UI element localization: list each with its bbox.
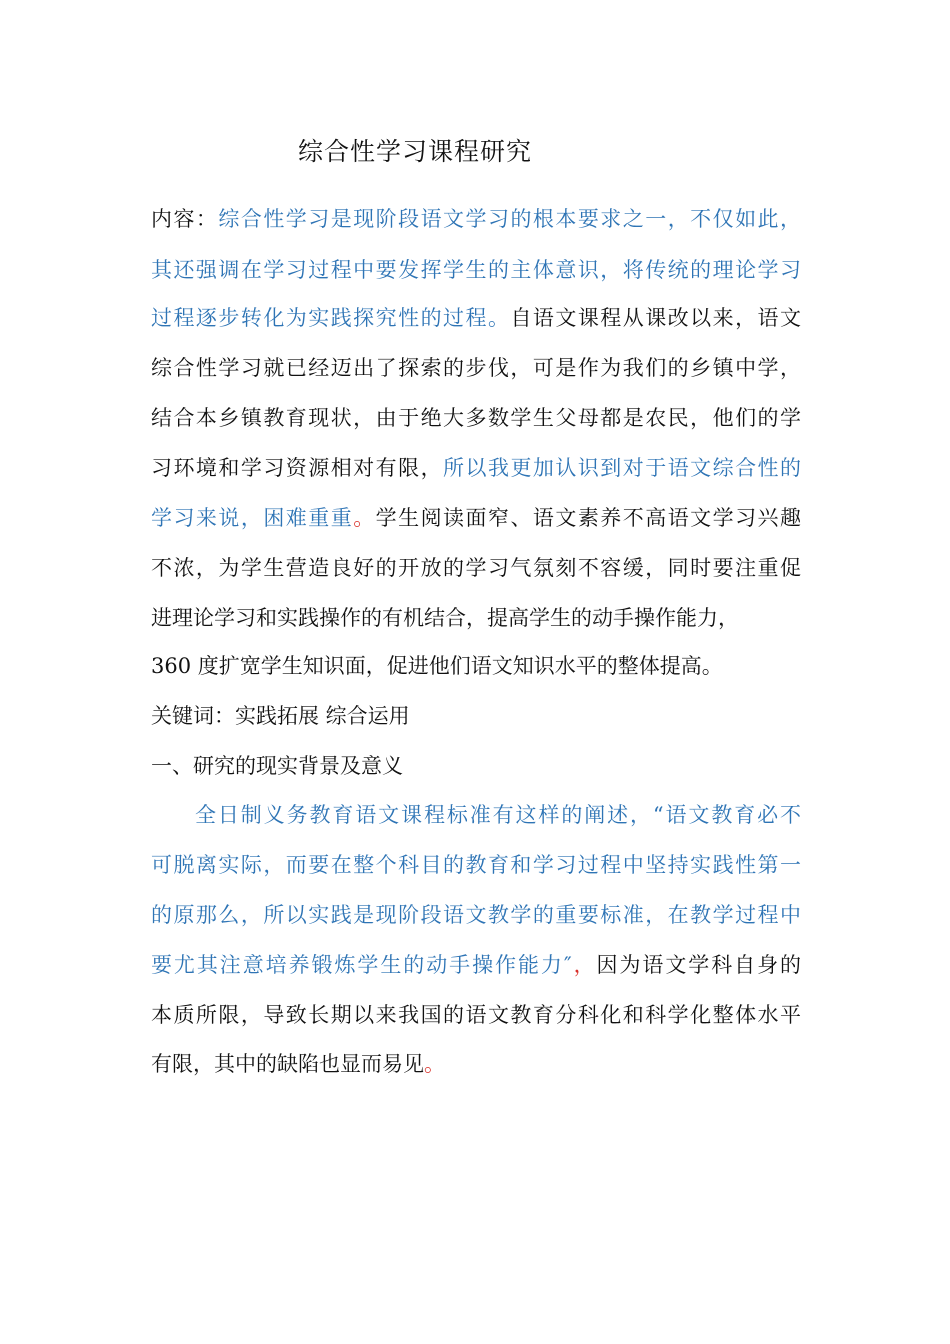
body-text-line	[151, 850, 801, 880]
text-run: 学习来说，困难重重	[151, 506, 354, 530]
text-run: ，	[571, 953, 597, 977]
text-run: 关键词：实践拓展 综合运用	[151, 704, 410, 728]
body-text-line	[151, 403, 801, 433]
text-run: 综合性学习就已经迈出了探索的步伐，可是作为我们的乡镇中学，	[151, 356, 801, 380]
text-run: 一、研究的现实背景及意义	[151, 754, 403, 778]
text-run: 的原那么，所以实践是现阶段语文教学的重要标准，在教学过程中	[151, 903, 801, 927]
body-text-line	[151, 553, 801, 583]
body-text-line	[151, 800, 801, 830]
text-run: 有限，其中的缺陷也显而易见	[151, 1052, 424, 1076]
text-run: 习环境和学习资源相对有限，	[151, 456, 444, 480]
text-run: 自语文课程从课改以来，语文	[510, 306, 802, 330]
body-text-line	[151, 651, 801, 681]
text-run: 结合本乡镇教育现状，由于绝大多数学生父母都是农民，他们的学	[151, 406, 801, 430]
text-run: 所以我更加认识到对于语文综合性的	[443, 456, 802, 480]
body-text-line	[151, 453, 801, 483]
body-text-line	[151, 503, 801, 533]
section-heading-1	[151, 751, 801, 781]
text-run: 。	[424, 1052, 445, 1076]
body-text-line	[151, 603, 801, 633]
text-run: 360 度扩宽学生知识面，促进他们语文知识水平的整体提高。	[151, 654, 723, 678]
text-run: 因为语文学科自身的	[596, 953, 802, 977]
body-text-line	[151, 255, 801, 285]
body-text-line	[151, 950, 801, 980]
body-text-line	[151, 303, 801, 333]
keywords-line	[151, 701, 801, 731]
body-text-line	[151, 353, 801, 383]
text-run: 其还强调在学习过程中要发挥学生的主体意识，将传统的理论学习	[151, 258, 801, 282]
abstract-line	[151, 204, 801, 234]
text-run: 内容：	[151, 207, 219, 231]
text-run: 不浓，为学生营造良好的开放的学习气氛刻不容缓，同时要注重促	[151, 556, 801, 580]
body-text-line	[151, 1000, 801, 1030]
text-run: 本质所限，导致长期以来我国的语文教育分科化和科学化整体水平	[151, 1003, 801, 1027]
text-run: 。	[353, 506, 376, 530]
text-run: 可脱离实际，而要在整个科目的教育和学习过程中坚持实践性第一	[151, 853, 801, 877]
text-run: 过程逐步转化为实践探究性的过程	[151, 306, 488, 330]
text-run: 全日制义务教育语文课程标准有这样的阐述，“语文教育必不	[195, 803, 801, 827]
text-run: 要尤其注意培养锻炼学生的动手操作能力″	[151, 953, 572, 977]
document-title: 综合性学习课程研究	[298, 137, 533, 166]
text-run: 进理论学习和实践操作的有机结合，提高学生的动手操作能力，	[151, 606, 739, 630]
body-text-line	[151, 1049, 801, 1079]
text-run: 学生阅读面窄、语文素养不高语文学习兴趣	[375, 506, 802, 530]
text-run: 。	[487, 306, 511, 330]
text-run: 综合性学习是现阶段语文学习的根本要求之一，不仅如此，	[218, 207, 802, 231]
body-text-line	[151, 900, 801, 930]
